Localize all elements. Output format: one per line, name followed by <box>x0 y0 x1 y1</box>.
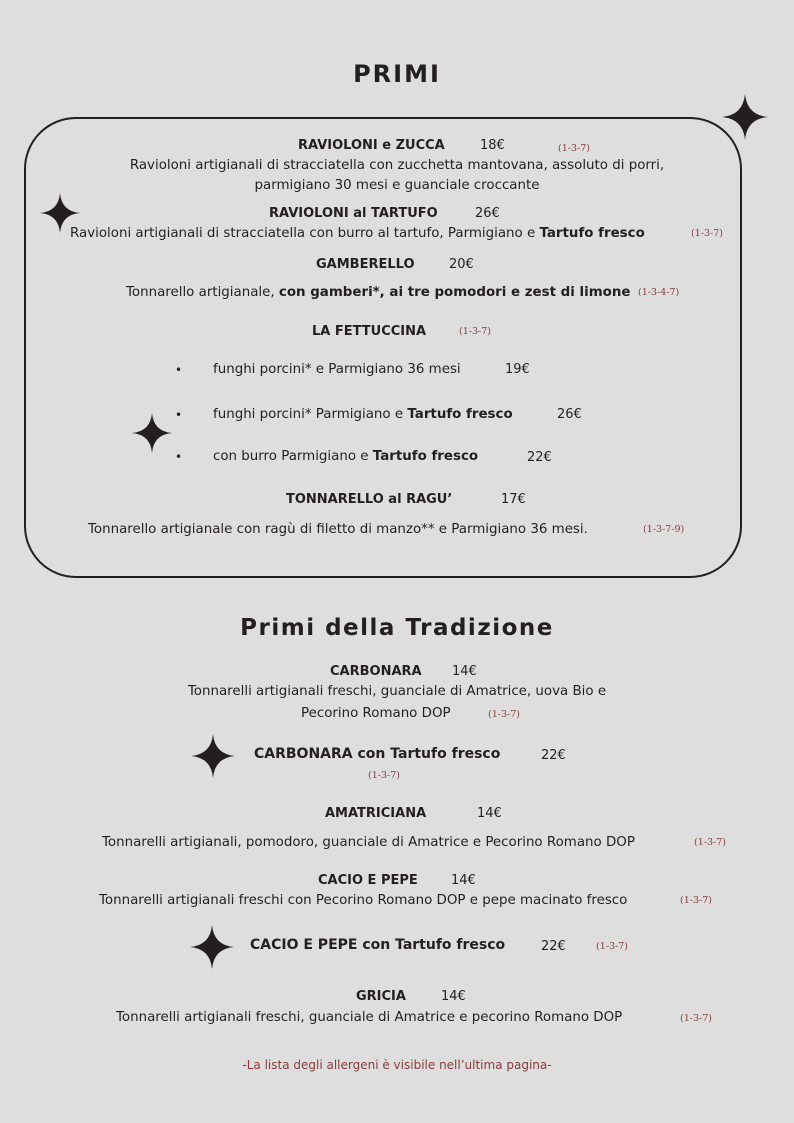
dish-name: CACIO E PEPE <box>318 873 418 888</box>
allergen-codes: (1-3-7) <box>680 895 712 906</box>
allergen-codes: (1-3-7) <box>459 326 491 337</box>
dish-price: 14€ <box>477 806 502 821</box>
dish-name: GRICIA <box>356 989 406 1004</box>
dish-price: 14€ <box>451 873 476 888</box>
dish-description: Pecorino Romano DOP <box>301 706 451 721</box>
dish-name: RAVIOLONI e ZUCCA <box>298 138 445 153</box>
allergen-footer-note: -La lista degli allergeni è visibile nell’ultima pagina- <box>242 1058 552 1072</box>
dish-description: Tonnarello artigianale con ragù di filetto di manzo** e Parmigiano 36 mesi. <box>88 522 588 537</box>
option-text: con burro Parmigiano e Tartufo fresco <box>213 449 479 464</box>
allergen-codes: (1-3-7) <box>680 1013 712 1024</box>
dish-price: 26€ <box>475 206 500 221</box>
dish-name: CACIO E PEPE con Tartufo fresco <box>250 937 506 953</box>
dish-description: Ravioloni artigianali di stracciatella con zucchetta mantovana, assoluto di porri, <box>129 158 665 173</box>
dish-description: Tonnarelli artigianali freschi con Pecorino Romano DOP e pepe macinato fresco <box>99 893 628 908</box>
option-price: 19€ <box>505 362 530 377</box>
bullet-dot: • <box>175 408 183 422</box>
dish-description: Tonnarelli artigianali freschi, guanciale di Amatrice e pecorino Romano DOP <box>116 1010 623 1025</box>
allergen-codes: (1-3-7-9) <box>643 524 685 535</box>
four-point-star-icon <box>191 734 235 778</box>
four-point-star-icon <box>132 413 172 453</box>
dish-description: Tonnarello artigianale, con gamberi*, ai tre pomodori e zest di limone <box>126 285 631 300</box>
allergen-codes: (1-3-7) <box>368 770 400 781</box>
dish-name: TONNARELLO al RAGU’ <box>286 492 453 507</box>
dish-name: AMATRICIANA <box>325 806 427 821</box>
four-point-star-icon <box>190 925 234 969</box>
section-title-primi: PRIMI <box>353 60 441 88</box>
bullet-dot: • <box>175 450 183 464</box>
dish-name: CARBONARA <box>330 664 422 679</box>
dish-price: 22€ <box>541 939 566 954</box>
option-price: 26€ <box>557 407 582 422</box>
bullet-dot: • <box>175 363 183 377</box>
four-point-star-icon <box>722 94 768 140</box>
dish-price: 20€ <box>449 257 474 272</box>
dish-price: 18€ <box>480 138 505 153</box>
dish-description: Tonnarelli artigianali freschi, guanciale di Amatrice, uova Bio e <box>187 684 607 699</box>
allergen-codes: (1-3-7) <box>558 143 590 154</box>
allergen-codes: (1-3-7) <box>596 941 628 952</box>
dish-price: 14€ <box>441 989 466 1004</box>
dish-name: RAVIOLONI al TARTUFO <box>269 206 438 221</box>
section-title-tradizione: Primi della Tradizione <box>240 615 554 641</box>
allergen-codes: (1-3-7) <box>488 709 520 720</box>
allergen-codes: (1-3-7) <box>694 837 726 848</box>
allergen-codes: (1-3-7) <box>691 228 723 239</box>
dish-price: 17€ <box>501 492 526 507</box>
dish-name: GAMBERELLO <box>316 257 415 272</box>
dish-description: Ravioloni artigianali di stracciatella con burro al tartufo, Parmigiano e Tartufo fresco <box>70 226 645 241</box>
dish-description: parmigiano 30 mesi e guanciale croccante <box>254 178 540 193</box>
dish-name: LA FETTUCCINA <box>312 324 427 339</box>
dish-price: 14€ <box>452 664 477 679</box>
option-text: funghi porcini* e Parmigiano 36 mesi <box>213 362 461 377</box>
allergen-codes: (1-3-4-7) <box>638 287 680 298</box>
option-price: 22€ <box>527 450 552 465</box>
dish-price: 22€ <box>541 748 566 763</box>
dish-name: CARBONARA con Tartufo fresco <box>254 746 501 762</box>
dish-description: Tonnarelli artigianali, pomodoro, guanciale di Amatrice e Pecorino Romano DOP <box>102 835 635 850</box>
option-text: funghi porcini* Parmigiano e Tartufo fresco <box>213 407 513 422</box>
